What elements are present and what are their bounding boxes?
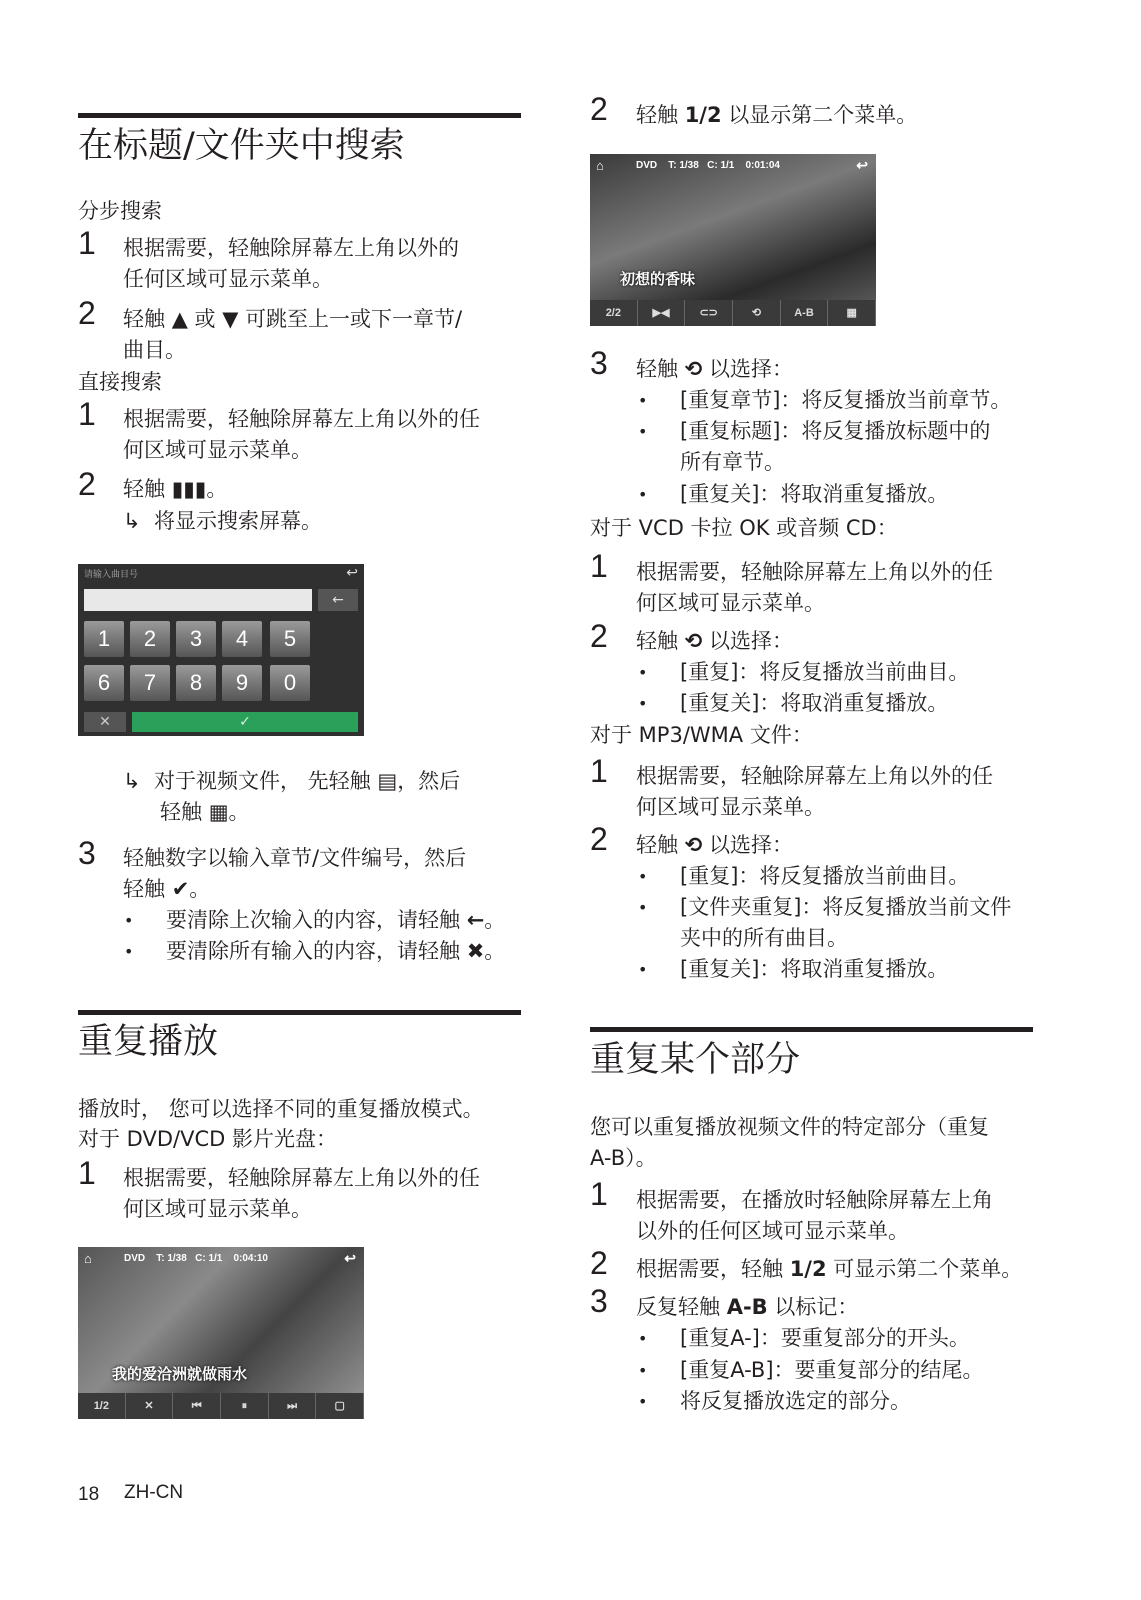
dvd-heading: 对于 DVD/VCD 影片光盘： — [78, 1127, 337, 1151]
repeat-icon: ⟲ — [733, 300, 781, 326]
step-number: 2 — [78, 295, 96, 331]
folder-icon: ▤ — [377, 769, 398, 793]
direct-search-heading: 直接搜索 — [78, 370, 162, 394]
playback-menu-screenshot-1 — [78, 1247, 364, 1419]
section-title-repeat: 重复播放 — [78, 1022, 219, 1062]
folder-icon: ▢ — [316, 1393, 364, 1419]
search-grid-icon: ▦ — [208, 800, 229, 824]
step-number: 1 — [590, 1176, 608, 1212]
control-bar — [78, 1393, 364, 1419]
status-bar: ⌂ DVD T: 1/38 C: 1/1 0:01:04 ↩ — [596, 157, 868, 173]
step-text: 根据需要，轻触除屏幕左上角以外的任 何区域可显示菜单。 — [123, 407, 480, 462]
key-6: 6 — [84, 665, 124, 701]
status-bar: ⌂ DVD T: 1/38 C: 1/1 0:04:10 ↩ — [84, 1250, 356, 1266]
backspace-key: ← — [318, 589, 358, 611]
bullet-item: • [重复关]：将取消重复播放。 — [680, 479, 948, 510]
ab-icon: A-B — [726, 1295, 768, 1319]
bullet-item: • [重复关]：将取消重复播放。 — [680, 954, 948, 985]
up-arrow-icon: ▲ — [171, 307, 188, 331]
step-number: 2 — [78, 466, 96, 502]
step-number: 1 — [590, 548, 608, 584]
step-number: 1 — [78, 1155, 96, 1191]
repeat-icon: ⟲ — [684, 357, 703, 381]
page-toggle-icon: 1/2 — [789, 1257, 827, 1281]
step-number: 3 — [590, 1283, 608, 1319]
step-number: 2 — [590, 1245, 608, 1281]
confirm-key: ✓ — [132, 712, 358, 732]
video-note: ↳ 对于视频文件， 先轻触 ▤，然后 轻触 ▦。 — [123, 769, 461, 824]
key-8: 8 — [176, 665, 216, 701]
step-number: 2 — [590, 821, 608, 857]
page-number: 18 — [78, 1484, 100, 1505]
subtitle-text: 初想的香味 — [620, 270, 696, 288]
result-text: ↳ 将显示搜索屏幕。 — [123, 509, 322, 533]
step-text: 轻触 ▲ 或 ▼ 可跳至上一或下一章节/ 曲目。 — [123, 307, 463, 362]
step-text: 根据需要，轻触除屏幕左上角以外的任 何区域可显示菜单。 — [123, 1166, 480, 1221]
key-0: 0 — [270, 665, 310, 701]
step-text: 根据需要，轻触除屏幕左上角以外的任 何区域可显示菜单。 — [636, 560, 993, 615]
repeat-icon: ⟲ — [684, 833, 703, 857]
back-icon: ↩ — [344, 1250, 356, 1266]
bullet-item: • [重复章节]：将反复播放当前章节。 — [680, 385, 1011, 416]
ab-repeat-button: A-B — [781, 300, 829, 326]
step-number: 3 — [78, 835, 96, 871]
step-number: 1 — [78, 225, 96, 261]
bullet-item: • [重复标题]：将反复播放标题中的 所有章节。 — [680, 416, 990, 478]
step-text: 根据需要，轻触除屏幕左上角以外的任 何区域可显示菜单。 — [636, 764, 993, 819]
key-4: 4 — [222, 621, 262, 657]
step-text: 反复轻触 A-B 以标记： — [636, 1295, 859, 1319]
result-arrow-icon: ↳ — [123, 509, 141, 533]
key-2: 2 — [130, 621, 170, 657]
step-text: 轻触 ⟲ 以选择： — [636, 629, 793, 653]
home-icon: ⌂ — [596, 158, 604, 173]
page-toggle-button: 1/2 — [78, 1393, 126, 1419]
section-rule-repeat — [78, 1010, 521, 1015]
vcd-heading: 对于 VCD 卡拉 OK 或音频 CD： — [590, 516, 898, 540]
previous-icon: ⏮ — [173, 1393, 221, 1419]
check-icon: ✔ — [171, 877, 190, 901]
slow-icon: ▶◀ — [638, 300, 686, 326]
back-icon: ↩ — [346, 565, 358, 581]
key-7: 7 — [130, 665, 170, 701]
playback-menu-screenshot-2 — [590, 154, 876, 326]
down-arrow-icon: ▼ — [222, 307, 239, 331]
search-grid-icon: ▦ — [828, 300, 876, 326]
step-text: 根据需要，轻触除屏幕左上角以外的 任何区域可显示菜单。 — [123, 236, 459, 291]
cross-icon: ✖ — [466, 939, 485, 963]
bullet-item: • 将反复播放选定的部分。 — [680, 1386, 911, 1417]
search-grid-icon: ▮▮▮ — [171, 477, 207, 501]
step-number: 2 — [590, 618, 608, 654]
bullet-item: • 要清除所有输入的内容，请轻触 ✖。 — [166, 936, 505, 967]
ab-intro: 您可以重复播放视频文件的特定部分（重复 A-B）。 — [590, 1115, 989, 1170]
page-toggle-icon: 1/2 — [684, 103, 722, 127]
mp3-heading: 对于 MP3/WMA 文件： — [590, 723, 813, 747]
back-icon: ↩ — [856, 157, 868, 173]
step-text: 轻触 ▮▮▮。 — [123, 477, 228, 501]
subtitle-text: 我的爱洽洲就做雨水 — [112, 1365, 248, 1383]
step-number: 1 — [78, 396, 96, 432]
step-number: 1 — [590, 753, 608, 789]
key-1: 1 — [84, 621, 124, 657]
next-icon: ⏭ — [269, 1393, 317, 1419]
bullet-item: • [重复关]：将取消重复播放。 — [680, 688, 948, 719]
step-text: 根据需要，轻触 1/2 可显示第二个菜单。 — [636, 1257, 1023, 1281]
pause-icon: ⏸ — [221, 1393, 269, 1419]
backspace-icon: ← — [466, 908, 485, 932]
repeat-intro: 播放时， 您可以选择不同的重复播放模式。 — [78, 1097, 484, 1121]
search-keypad-screenshot — [78, 564, 364, 736]
section-rule-search — [78, 113, 521, 118]
keypad-input — [84, 589, 312, 611]
step-text: 轻触数字以输入章节/文件编号，然后 轻触 ✔。 — [123, 846, 467, 901]
repeat-icon: ⟲ — [684, 629, 703, 653]
cancel-key: ✕ — [84, 712, 126, 732]
section-title-search: 在标题/文件夹中搜索 — [78, 126, 405, 166]
step-search-heading: 分步搜索 — [78, 199, 162, 223]
mute-icon: ✕ — [126, 1393, 174, 1419]
step-number: 2 — [590, 91, 608, 127]
bullet-item: • [文件夹重复]：将反复播放当前文件 夹中的所有曲目。 — [680, 892, 1011, 954]
section-rule-ab — [590, 1027, 1033, 1032]
step-number: 3 — [590, 345, 608, 381]
key-9: 9 — [222, 665, 262, 701]
section-title-ab: 重复某个部分 — [590, 1040, 801, 1080]
bullet-item: • [重复]：将反复播放当前曲目。 — [680, 861, 969, 892]
step-text: 根据需要，在播放时轻触除屏幕左上角 以外的任何区域可显示菜单。 — [636, 1188, 993, 1243]
key-5: 5 — [270, 621, 310, 657]
step-text: 轻触 ⟲ 以选择： — [636, 357, 793, 381]
language-code: ZH-CN — [124, 1482, 184, 1503]
step-text: 轻触 1/2 以显示第二个菜单。 — [636, 103, 918, 127]
audio-icon: ⊂⊃ — [685, 300, 733, 326]
keypad-title: 请输入曲目号 — [84, 570, 139, 580]
page-toggle-button: 2/2 — [590, 300, 638, 326]
bullet-item: • [重复A-]：要重复部分的开头。 — [680, 1323, 970, 1354]
bullet-item: • 要清除上次输入的内容，请轻触 ←。 — [166, 905, 505, 936]
home-icon: ⌂ — [84, 1251, 92, 1266]
bullet-item: • [重复A-B]：要重复部分的结尾。 — [680, 1355, 984, 1386]
control-bar — [590, 300, 876, 326]
result-arrow-icon: ↳ — [123, 769, 141, 793]
step-text: 轻触 ⟲ 以选择： — [636, 833, 793, 857]
bullet-item: • [重复]：将反复播放当前曲目。 — [680, 657, 969, 688]
key-3: 3 — [176, 621, 216, 657]
